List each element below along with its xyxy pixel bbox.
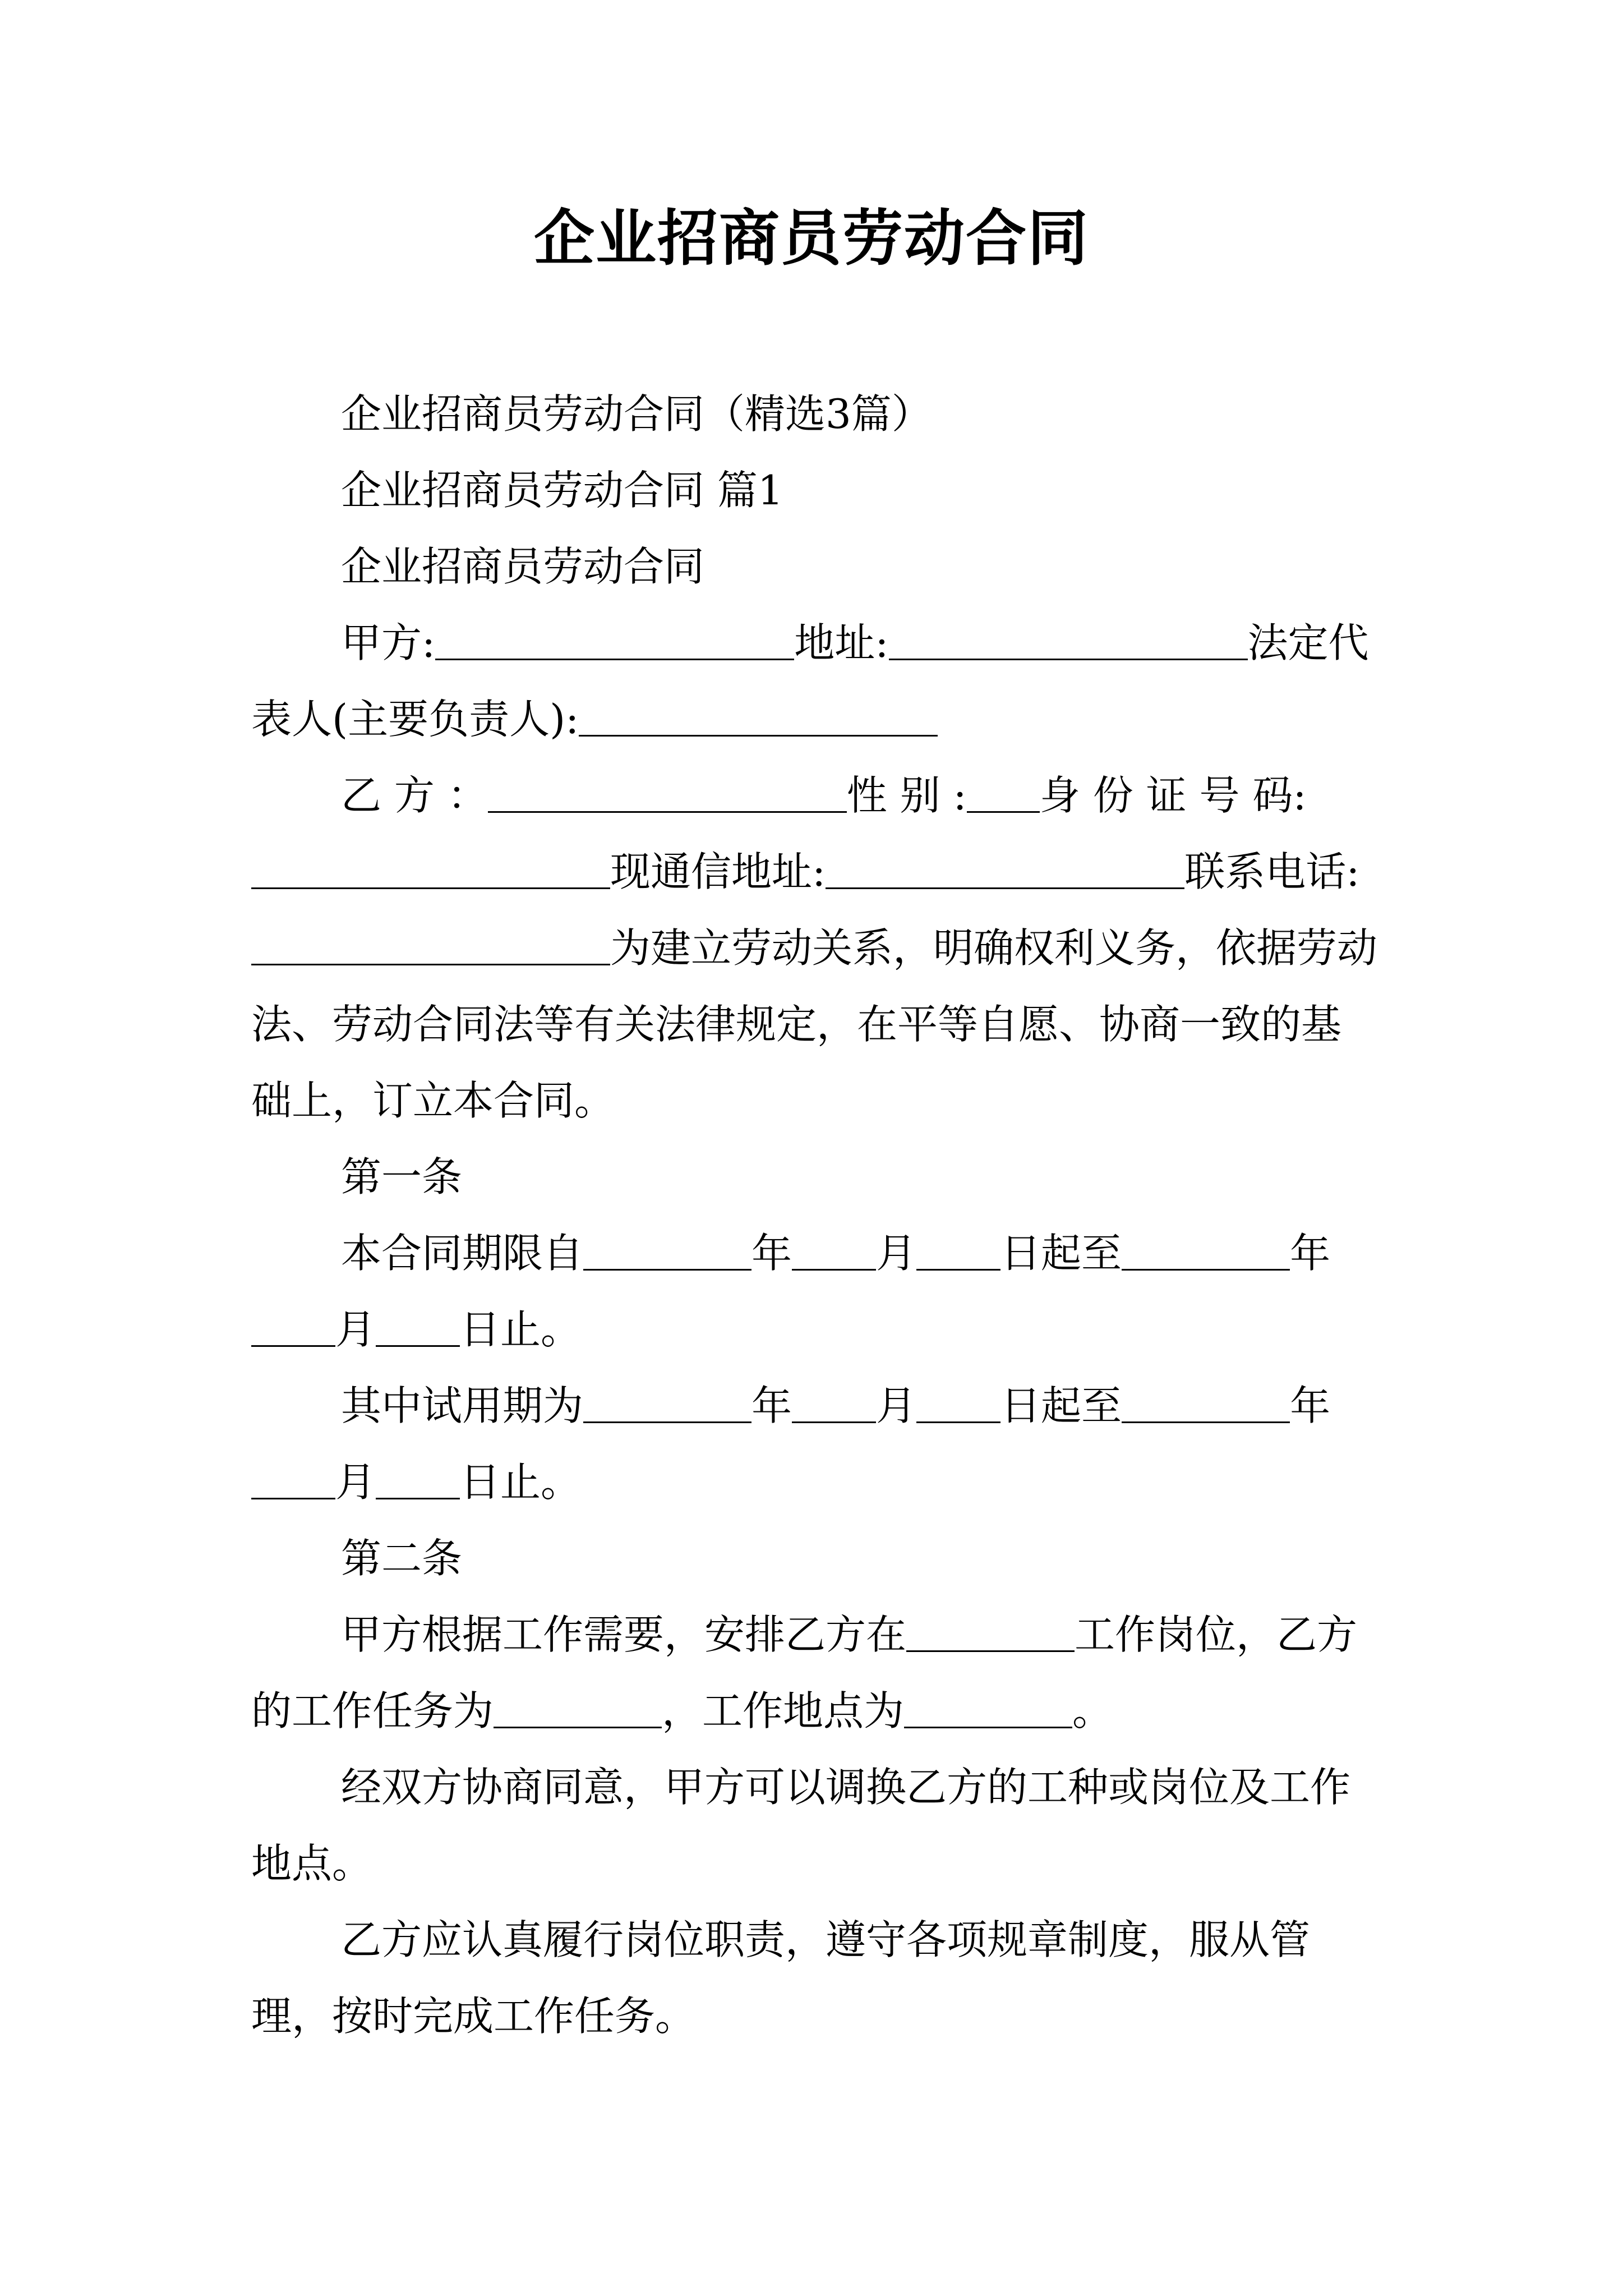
document-title: 企业招商员劳动合同: [533, 203, 1089, 274]
probation-day-blank: [916, 1381, 1000, 1423]
party-a-rep-label: 法定代表人(主要负责人):: [251, 619, 1369, 743]
probation-paragraph: [251, 1368, 1378, 1520]
party-b-gender-blank: [967, 771, 1040, 813]
probation-end-year-label: 年: [1290, 1382, 1331, 1429]
probation-month-label: 月: [876, 1382, 917, 1429]
purpose-text: 为建立劳动关系，明确权利义务，依据劳动法、劳动合同法等有关法律规定，在平等自愿、协商一致的基础上，订立本合同。: [251, 924, 1378, 1124]
party-b-addr-blank: [826, 847, 1184, 889]
probation-start-label: 其中试用期为: [341, 1382, 584, 1429]
term-month-label: 月: [876, 1230, 917, 1277]
probation-year-label: 年: [751, 1382, 792, 1429]
section-heading: 企业招商员劳动合同 篇1: [341, 467, 783, 514]
duty-paragraph: 乙方应认真履行岗位职责，遵守各项规章制度，服从管理，按时完成工作任务。: [251, 1916, 1311, 2040]
party-a-paragraph: [251, 605, 1378, 757]
term-end-month-blank: [251, 1305, 335, 1347]
party-a-address-label: 地址:: [794, 619, 889, 666]
party-b-id-label: 身 份 证 号 码:: [1039, 772, 1307, 819]
article-2-heading: 第二条: [341, 1535, 463, 1582]
party-b-phone-blank: [251, 923, 610, 965]
party-a-blank: [435, 618, 794, 660]
post-text-a: 甲方根据工作需要，安排乙方在: [341, 1611, 907, 1658]
term-day-blank: [916, 1228, 1000, 1271]
post-text-d: 。: [1072, 1687, 1113, 1734]
party-b-blank: [488, 771, 847, 813]
party-b-label: 乙 方 ：: [341, 772, 488, 819]
party-b-phone-label: 联系电话:: [1184, 848, 1360, 895]
term-paragraph: [251, 1215, 1378, 1368]
term-end-year-blank: [1122, 1228, 1290, 1271]
probation-month-blank: [792, 1381, 876, 1423]
term-year-label: 年: [751, 1230, 792, 1277]
location-blank: [904, 1686, 1072, 1728]
term-end-day-label: 日止。: [460, 1306, 582, 1353]
party-a-rep-blank: [579, 694, 938, 737]
probation-end-day-label: 日止。: [460, 1458, 582, 1506]
term-day-from-label: 日起至: [1000, 1230, 1122, 1277]
contract-heading: 企业招商员劳动合同: [341, 543, 705, 590]
task-blank: [494, 1686, 662, 1728]
transfer-paragraph: 经双方协商同意，甲方可以调换乙方的工种或岗位及工作地点。: [251, 1764, 1351, 1887]
party-a-address-blank: [889, 618, 1248, 660]
party-b-id-blank: [251, 847, 610, 889]
term-year-blank: [583, 1228, 751, 1271]
party-b-gender-label: 性 别 :: [846, 772, 967, 819]
probation-end-year-blank: [1122, 1381, 1290, 1423]
article-1-heading: 第一条: [341, 1153, 463, 1200]
subtitle-paragraph: 企业招商员劳动合同（精选3篇）: [341, 390, 932, 438]
party-b-paragraph: [251, 757, 1378, 1139]
probation-end-day-blank: [376, 1457, 460, 1499]
term-start-label: 本合同期限自: [341, 1230, 584, 1277]
party-a-label: 甲方:: [341, 619, 436, 666]
term-end-day-blank: [376, 1305, 460, 1347]
probation-year-blank: [583, 1381, 751, 1423]
party-b-addr-label: 现通信地址:: [610, 848, 826, 895]
probation-end-month-label: 月: [335, 1458, 376, 1506]
term-end-year-label: 年: [1290, 1230, 1331, 1277]
term-end-month-label: 月: [335, 1306, 376, 1353]
post-text-c: ，工作地点为: [662, 1687, 905, 1734]
probation-end-month-blank: [251, 1457, 335, 1499]
post-blank: [906, 1610, 1075, 1652]
post-text-b: 工作岗位，乙方的工作任务为: [251, 1611, 1358, 1734]
post-paragraph: [251, 1596, 1378, 1749]
probation-day-from-label: 日起至: [1000, 1382, 1122, 1429]
term-month-blank: [792, 1228, 876, 1271]
document-body: [251, 376, 1378, 2054]
